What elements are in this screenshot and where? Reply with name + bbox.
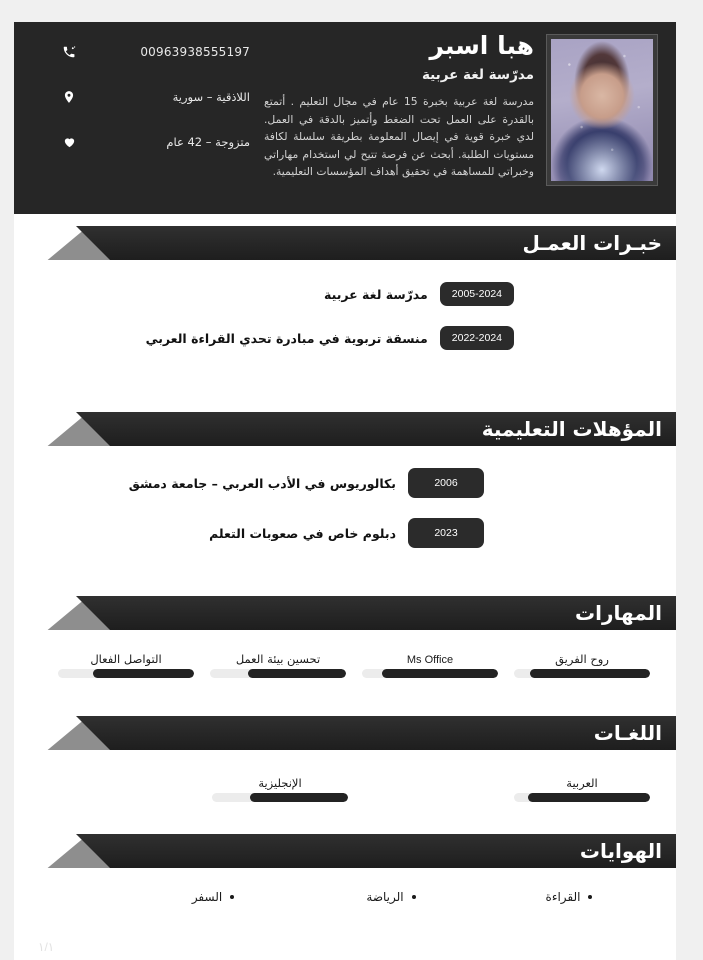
- identity-block: [264, 30, 534, 181]
- hobby-item: [124, 890, 302, 904]
- section-title-experience: خبـرات العمـل: [522, 231, 662, 255]
- experience-entry: [14, 326, 676, 350]
- skill-item: [354, 654, 506, 678]
- resume-document: [14, 22, 676, 960]
- bullet-icon: [412, 895, 416, 899]
- experience-entry: [14, 282, 676, 306]
- phone-icon: [58, 45, 80, 59]
- hobby-label: القراءة: [545, 890, 581, 904]
- skill-progress-fill: [93, 669, 194, 678]
- education-year-badge: 2023: [408, 518, 484, 548]
- skill-label: Ms Office: [406, 654, 454, 666]
- experience-role-label: مدرّسة لغة عربية: [324, 286, 428, 302]
- spacer: [14, 688, 676, 716]
- profile-photo: [551, 39, 653, 181]
- section-banner-skills: [14, 596, 676, 630]
- profile-photo-frame: [546, 34, 658, 186]
- section-experience: [14, 226, 676, 374]
- location-pin-icon: [58, 89, 80, 105]
- hobby-label: الرياضة: [366, 890, 404, 904]
- hobby-item: [480, 890, 658, 904]
- education-entry-list: [14, 446, 676, 572]
- skill-item: [202, 652, 354, 678]
- section-education: [14, 412, 676, 572]
- language-progress-fill: [528, 793, 650, 802]
- skills-bar-row: [14, 630, 676, 688]
- hobbies-list: [14, 868, 676, 904]
- language-item: [506, 776, 658, 802]
- contact-location-value: اللاذقية – سورية: [172, 90, 250, 104]
- contact-item-phone: [58, 42, 258, 62]
- hobby-label: السفر: [191, 890, 223, 904]
- skill-item: [506, 652, 658, 678]
- education-degree-label: بكالوريوس في الأدب العربي – جامعة دمشق: [128, 475, 396, 491]
- experience-role-label: منسقة تربوية في مبادرة تحدي القراءة العربي: [145, 330, 428, 346]
- skill-label: التواصل الفعال: [90, 652, 162, 666]
- education-entry: [14, 518, 676, 548]
- experience-period-badge: 2005-2024: [440, 282, 514, 306]
- section-title-hobbies: الهوايات: [579, 839, 662, 863]
- section-banner-education: [14, 412, 676, 446]
- language-label: الإنجليزية: [258, 776, 302, 790]
- bullet-icon: [588, 895, 592, 899]
- banner-body-shape: [76, 716, 676, 750]
- spacer: [14, 374, 676, 412]
- heart-icon: [58, 135, 80, 149]
- language-progress-track: [212, 793, 348, 802]
- education-entry: [14, 468, 676, 498]
- language-progress-fill: [250, 793, 348, 802]
- education-degree-label: دبلوم خاص في صعوبات التعلم: [209, 525, 396, 541]
- spacer: [14, 572, 676, 596]
- section-banner-hobbies: [14, 834, 676, 868]
- section-hobbies: [14, 834, 676, 904]
- experience-period-badge: 2022-2024: [440, 326, 514, 350]
- contact-phone-value: 00963938555197: [140, 45, 250, 59]
- language-label: العربية: [566, 776, 598, 790]
- skill-progress-track: [58, 669, 194, 678]
- skill-progress-track: [514, 669, 650, 678]
- section-skills: [14, 596, 676, 688]
- section-title-skills: المهارات: [575, 601, 662, 625]
- spacer: [14, 812, 676, 834]
- experience-entry-list: [14, 260, 676, 374]
- skill-progress-track: [362, 669, 498, 678]
- page-number-marker: ١/١: [38, 940, 55, 954]
- skill-item: [50, 652, 202, 678]
- contact-item-marital-status: [58, 132, 258, 152]
- resume-body: [14, 214, 676, 904]
- section-title-education: المؤهلات التعليمية: [481, 417, 662, 441]
- profile-summary: مدرسة لغة عربية بخبرة 15 عام في مجال التعليم . أتمتع بالقدرة على العمل تحت الضغط وأتميز بالدقة في العمل. لدي خبرة قوية في إيصال المعلومة بطريقة سلسلة لكافة مستويات الطلبة. أبحث عن فرصة تتيح لي استخدام مهاراتي وخبراتي للمساهمة في تحقيق أهداف المؤسسات التعليمية.: [264, 95, 535, 179]
- section-title-languages: اللغـات: [593, 721, 662, 745]
- spacer: [14, 214, 676, 226]
- job-title: مدرّسة لغة عربية: [421, 67, 534, 84]
- contact-marital-value: متزوجة – 42 عام: [166, 135, 250, 149]
- resume-header: [14, 22, 676, 214]
- bullet-icon: [230, 895, 234, 899]
- hobby-item: [302, 890, 480, 904]
- languages-bar-row: [14, 750, 676, 812]
- section-banner-languages: [14, 716, 676, 750]
- skill-progress-fill: [248, 669, 346, 678]
- person-name: هبا اسبر: [429, 31, 534, 60]
- education-year-badge: 2006: [408, 468, 484, 498]
- skill-label: روح الفريق: [555, 652, 609, 666]
- skill-progress-track: [210, 669, 346, 678]
- section-banner-experience: [14, 226, 676, 260]
- contact-item-location: [58, 87, 258, 107]
- skill-progress-fill: [530, 669, 650, 678]
- contact-list: [58, 42, 258, 177]
- section-languages: [14, 716, 676, 812]
- skill-label: تحسين بيئة العمل: [235, 652, 321, 666]
- skill-progress-fill: [382, 669, 498, 678]
- language-item: [204, 776, 356, 802]
- language-progress-track: [514, 793, 650, 802]
